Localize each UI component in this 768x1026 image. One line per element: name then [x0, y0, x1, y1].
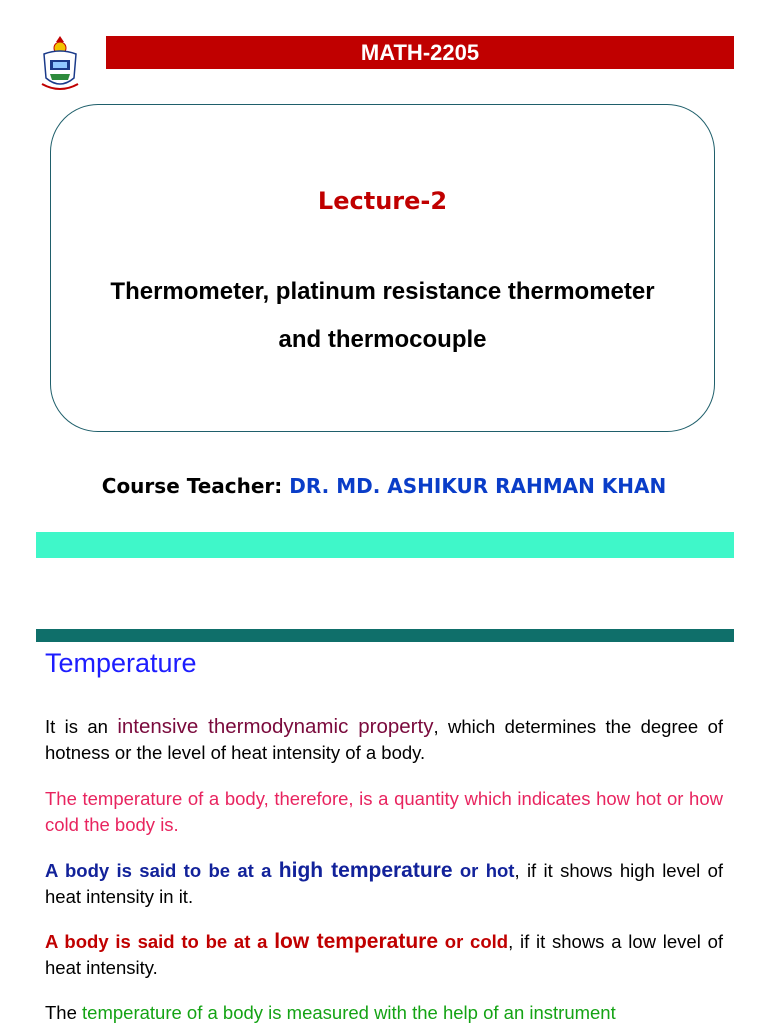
p4-b: low temperature	[274, 930, 439, 953]
lecture-label: Lecture-2	[317, 187, 448, 215]
p5-b: temperature of a body is measured with the help of an instrument	[82, 1002, 616, 1023]
paragraph-temperature-quantity: The temperature of a body, therefore, is a quantity which indicates how hot or how cold the body is.	[45, 788, 723, 835]
p1-pre: It is an	[45, 716, 118, 737]
p4-c: or cold	[438, 931, 509, 952]
teacher-name: DR. MD. ASHIKUR RAHMAN KHAN	[289, 474, 667, 498]
course-code-banner	[106, 36, 734, 69]
paragraph-high-temperature	[45, 858, 723, 910]
p5-a: The	[45, 1002, 83, 1023]
lecture-subtitle-line-2: and thermocouple	[278, 326, 487, 353]
section-heading: Temperature	[45, 648, 197, 678]
p4-a: A body is said to be at a	[45, 931, 275, 952]
course-teacher-line	[0, 474, 768, 498]
p1-highlight: intensive thermodynamic property	[117, 715, 434, 738]
slide-header-band	[36, 629, 734, 642]
p4-d: , if it shows a low level of heat intensity.	[45, 931, 723, 978]
slide-divider-band	[36, 532, 734, 558]
course-code: MATH-2205	[360, 39, 480, 65]
p1-post: , which determines the degree of hotness or the level of heat intensity of a body.	[45, 716, 724, 763]
p3-a: A body is said to be at a	[45, 860, 279, 881]
p3-b: high temperature	[278, 859, 453, 882]
title-box	[50, 104, 715, 432]
lecture-subtitle-line-1: Thermometer, platinum resistance thermometer	[110, 278, 655, 305]
paragraph-low-temperature	[45, 929, 723, 981]
paragraph-definition	[45, 714, 723, 766]
teacher-label: Course Teacher:	[101, 474, 283, 498]
paragraph-measurement	[45, 1000, 723, 1026]
p3-d: , if it shows high level of heat intensity in it.	[45, 860, 724, 907]
university-crest-icon	[38, 34, 82, 96]
p3-c: or hot	[452, 860, 515, 881]
